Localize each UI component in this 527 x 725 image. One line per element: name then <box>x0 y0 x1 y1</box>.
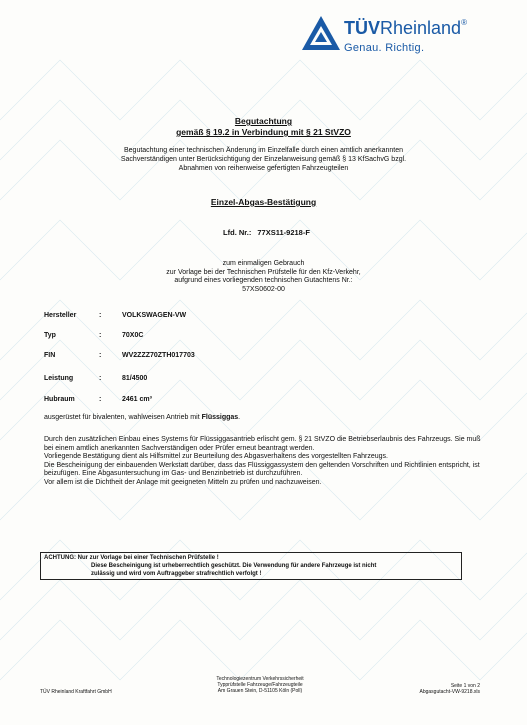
triangle-logo-icon <box>300 14 342 52</box>
footer-page-info: Seite 1 von 2 Abgasgutacht-VW-9218.xls <box>419 683 480 695</box>
section-heading: Einzel-Abgas-Bestätigung <box>210 197 317 207</box>
intro-text: Begutachtung einer technischen Änderung im Einzelfalle durch einen amtlich anerkannten Sachverständigen unter Berücksichtigung der Einzelanweisung gemäß § 13 KfSachvG bzgl. Abnahmen von reihenweise gefertigten Fahrzeugteilen <box>120 147 407 172</box>
body-paragraphs <box>44 436 484 487</box>
equipped-line: ausgerüstet für bivalenten, wahlweisen Antrieb mit Flüssiggas. <box>44 414 241 421</box>
warning-notice-box: ACHTUNG: Nur zur Vorlage bei einer Technischen Prüfstelle ! Diese Bescheinigung ist urheberrechtlich geschützt. Die Verwendung für andere Fahrzeuge ist nicht zulässig und wird vom Auftraggeber strafrechtlich verfolgt ! <box>40 552 462 580</box>
footer-company: TÜV Rheinland Kraftfahrt GmbH <box>40 689 112 695</box>
paragraph: Die Bescheinigung der einbauenden Werkstatt darüber, dass das Flüssiggassystem den geltenden Vorschriften und Richtlinien entspricht, ist beizufügen. Eine Abgasuntersuchung im Gas- und Benzinbetrieb ist durchzuführen. <box>44 461 480 477</box>
footer-address: Technologiezentrum Verkehrssicherheit Typprüfstelle Fahrzeuge/Fahrzeugteile Am Grauen Stein, D-51105 Köln (Poll) <box>216 676 304 694</box>
paragraph: Durch den zusätzlichen Einbau eines Systems für Flüssiggasantrieb erlischt gem. § 21 StVZO die Betriebserlaubnis des Fahrzeugs. Sie muß bei einem amtlich anerkannten Sachverständigen oder Prüfer erneut beantragt werden. <box>44 436 481 452</box>
purpose-text: zum einmaligen Gebrauch zur Vorlage bei der Technischen Prüfstelle für den Kfz-Verkehr, aufgrund eines vorliegenden technischen Gutachtens Nr.: 57XS0602-00 <box>166 260 361 293</box>
logo-tagline: Genau. Richtig. <box>344 42 425 54</box>
lfd-number: Lfd. Nr.: 77XS11-9218-F <box>223 228 310 237</box>
paragraph: Vorliegende Bestätigung dient als Hilfsmittel zur Beurteilung des Abgasverhaltens des vorgestellten Fahrzeugs. <box>44 453 388 460</box>
document-page: TÜVRheinland® Genau. Richtig. Begutachtung gemäß § 19.2 in Verbindung mit § 21 StVZO Begutachtung einer technischen Änderung im Einzelfalle durch einen amtlich anerkannten Sachverständigen unter Berücksichtigung der Einzelanweisung gemäß § 13 KfSachvG bzgl. Abnahmen von reihenweise gefertigten Fahrzeugteilen Einzel-Abgas-Bestätigung Lfd. Nr.: 77XS11-9218-F zum einmaligen Gebrauch zur Vorlage bei der Technischen Prüfstelle für den Kfz-Verkehr, aufgrund eines vorliegenden technischen Gutachtens Nr.: 57XS0602-00 Hersteller : VOLKSWAGEN-VW Typ : 70X0C FIN : WV2ZZZ70ZTH017703 Leistung : 81/4500 Hubraum : 2461 cm³ ausgerüstet für bivalenten, wahlweisen Antrieb mit Flüssiggas. Durch den zusätzlichen Einbau eines Systems für Flüssiggasantrieb erlischt gem. § 21 StVZO die Betriebserlaubnis des Fahrzeugs. Sie muß bei einem amtlich anerkannten Sachverständigen oder Prüfer erneut beantragt werden. Vorliegende Bestätigung dient als Hilfsmittel zur Beurteilung des Abgasverhaltens des vorgestellten Fahrzeugs. Die Bescheinigung der einbauenden Werkstatt darüber, dass das Flüssiggassystem den geltenden Vorschriften und Richtlinien entspricht, ist beizufügen. Eine Abgasuntersuchung im Gas- und Benzinbetrieb ist durchzuführen. Vor allem ist die Dichtheit der Anlage mit geeigneten Mitteln zu prüfen und nachzuweisen. ACHTUNG: Nur zur Vorlage bei einer Technischen Prüfstelle ! Diese Bescheinigung ist urheberrechtlich geschützt. Die Verwendung für andere Fahrzeuge ist nicht zulässig und wird vom Auftraggeber strafrechtlich verfolgt ! TÜV Rheinland Kraftfahrt GmbH Technologiezentrum Verkehrssicherheit Typprüfstelle Fahrzeuge/Fahrzeugteile Am Grauen Stein, D-51105 Köln (Poll) Seite 1 von 2 Abgasgutacht-VW-9218.xls <box>0 0 527 725</box>
document-title: Begutachtung gemäß § 19.2 in Verbindung mit § 21 StVZO <box>176 116 351 137</box>
paragraph: Vor allem ist die Dichtheit der Anlage mit geeigneten Mitteln zu prüfen und nachzuweisen. <box>44 478 322 486</box>
logo-wordmark: TÜVRheinland® <box>344 18 467 38</box>
tuv-logo <box>300 14 470 58</box>
